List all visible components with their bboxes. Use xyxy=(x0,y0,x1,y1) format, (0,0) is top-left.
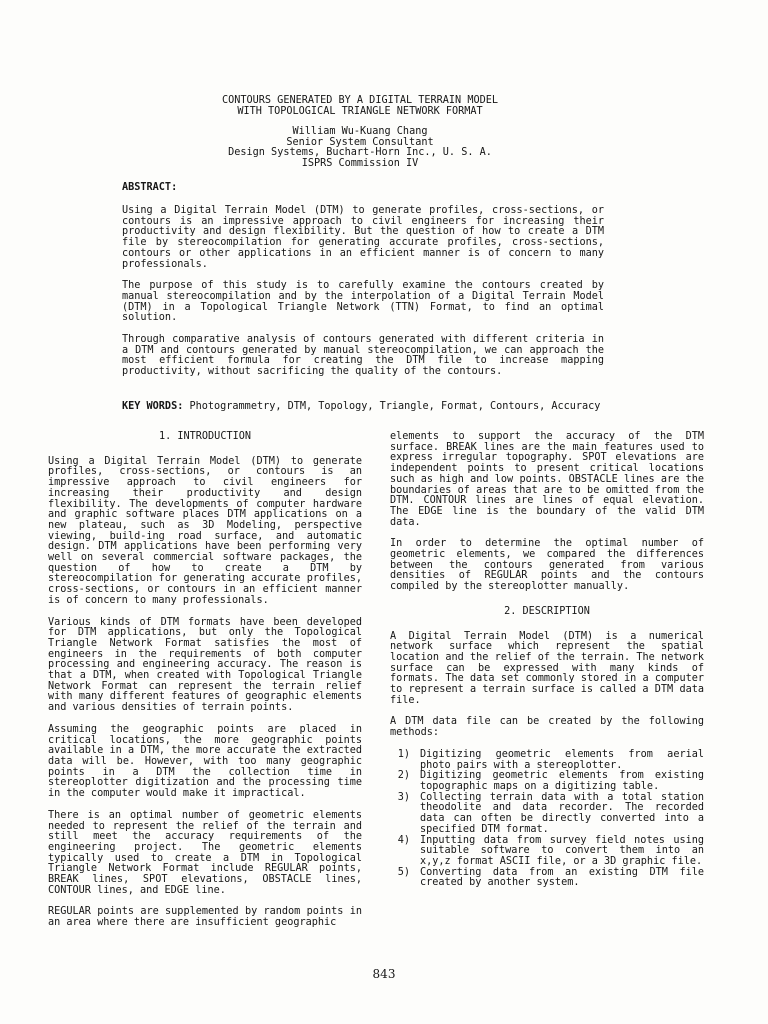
list-item: 1) Digitizing geometric elements from aerial photo pairs with a stereoplotter. xyxy=(397,748,704,771)
introduction-paragraph-5: REGULAR points are supplemented by random points in an area where there are insufficient geographic xyxy=(48,906,362,929)
author-affiliation: Design Systems, Buchart-Horn Inc., U. S. A. xyxy=(228,147,492,159)
introduction-paragraph-4: There is an optimal number of geometric elements needed to represent the relief of the terrain and still meet the accuracy requirements of the engineering project. The geometric elements typically used to create a DTM in Topological Triangle Network Format include REGULAR points, BREAK lines, SPOT elevations, OBSTACLE lines, CONTOUR lines, and EDGE line. xyxy=(48,809,362,896)
keywords-text: Photogrammetry, DTM, Topology, Triangle, Format, Contours, Accuracy xyxy=(189,401,601,412)
description-paragraph-2: A DTM data file can be created by the following methods: xyxy=(390,716,704,739)
introduction-paragraph-6: elements to support the accuracy of the DTM surface. BREAK lines are the main features used to express irregular topography. SPOT elevations are independent points to present critical locations such as high and low points. OBSTACLE lines are the boundaries of areas that are to be omitted from the DTM. CONTOUR lines are lines of equal elevation. The EDGE line is the boundary of the valid DTM data. xyxy=(390,431,704,528)
abstract-section xyxy=(122,206,604,378)
paper-title-line-2: WITH TOPOLOGICAL TRIANGLE NETWORK FORMAT xyxy=(237,105,483,117)
title-block xyxy=(150,96,570,117)
author-name: William Wu-Kuang Chang xyxy=(292,126,428,137)
list-item: 5) Converting data from an existing DTM file created by another system. xyxy=(397,866,704,889)
list-item: 3) Collecting terrain data with a total station theodolite and data recorder. The recorded data can often be directly converted into a specified DTM format. xyxy=(397,791,704,835)
author-block xyxy=(150,127,570,170)
introduction-paragraph-2: Various kinds of DTM formats have been developed for DTM applications, but only the Topological Triangle Network Format satisfies the most of engineers in the requirements of both computer processing and engineering accuracy. The reason is that a DTM, when created with Topological Triangle Network Format can represent the terrain relief with many different features of geographic elements and various densities of terrain points. xyxy=(48,616,362,714)
list-item: 2) Digitizing geometric elements from existing topographic maps on a digitizing table. xyxy=(397,770,704,792)
introduction-paragraph-1: Using a Digital Terrain Model (DTM) to generate profiles, cross-sections, or contours is an impressive approach to civil engineers for increasing their productivity and design flexibility. The developments of computer hardware and graphic software places DTM applications on a new plateau, such as 3D Modeling, perspective viewing, build-ing road surface, and automatic design. DTM applications have been performing very well on several commercial software packages, the question of how to create a DTM by stereocompilation for generating accurate profiles, cross-sections, or contours in an efficient manner is of concern to many professionals. xyxy=(48,455,362,606)
abstract-paragraph-3: Through comparative analysis of contours generated with different criteria in a DTM and contours generated by manual stereocompilation, we can approach the most efficient formula for creating the DTM file to increase mapping productivity, without sacrificing the quality of the contours. xyxy=(122,334,604,378)
description-paragraph-1: A Digital Terrain Model (DTM) is a numerical network surface which represent the spatial location and the relief of the terrain. The network surface can be expressed with many kinds of formats. The data set commonly stored in a computer to represent a terrain surface is called a DTM data file. xyxy=(390,630,704,706)
methods-list xyxy=(390,750,704,889)
description-heading: 2. DESCRIPTION xyxy=(504,605,590,617)
page-number: 843 xyxy=(372,967,396,981)
introduction-paragraph-7: In order to determine the optimal number of geometric elements, we compared the differences between the contours generated from various densities of REGULAR points and the contours compiled by the stereoplotter manually. xyxy=(390,538,704,593)
abstract-paragraph-1: Using a Digital Terrain Model (DTM) to generate profiles, cross-sections, or contours is an impressive approach to civil engineers for increasing their productivity and design flexibility. But the question of how to create a DTM file by stereocompilation for generating accurate profiles, cross-sections, contours or other applications in an efficient manner is of concern to many professionals. xyxy=(122,205,604,270)
keywords-label: KEY WORDS: xyxy=(122,401,184,412)
author-position: Senior System Consultant xyxy=(286,136,434,148)
keywords-line xyxy=(122,402,612,413)
introduction-paragraph-3: Assuming the geographic points are placed in critical locations, the more geographic points available in a DTM, the more accurate the extracted data will be. However, with too many geographic points in a DTM the collection time in stereoplotter digitization and the processing time in the computer would make it impractical. xyxy=(48,723,362,800)
paper-title-line-1: CONTOURS GENERATED BY A DIGITAL TERRAIN MODEL xyxy=(221,95,498,106)
right-column xyxy=(390,432,704,889)
abstract-paragraph-2: The purpose of this study is to carefully examine the contours created by manual stereocompilation and by the interpolation of a Digital Terrain Model (DTM) in a Topological Triangle Network (TTN) Format, to find an optimal solution. xyxy=(122,280,604,324)
list-item: 4) Inputting data from survey field notes using suitable software to convert them into an x,y,z format ASCII file, or a 3D graphic file. xyxy=(397,834,704,867)
abstract-heading: ABSTRACT: xyxy=(122,182,178,193)
introduction-heading: 1. INTRODUCTION xyxy=(158,431,251,442)
left-column xyxy=(48,432,362,929)
author-commission: ISPRS Commission IV xyxy=(301,158,419,170)
